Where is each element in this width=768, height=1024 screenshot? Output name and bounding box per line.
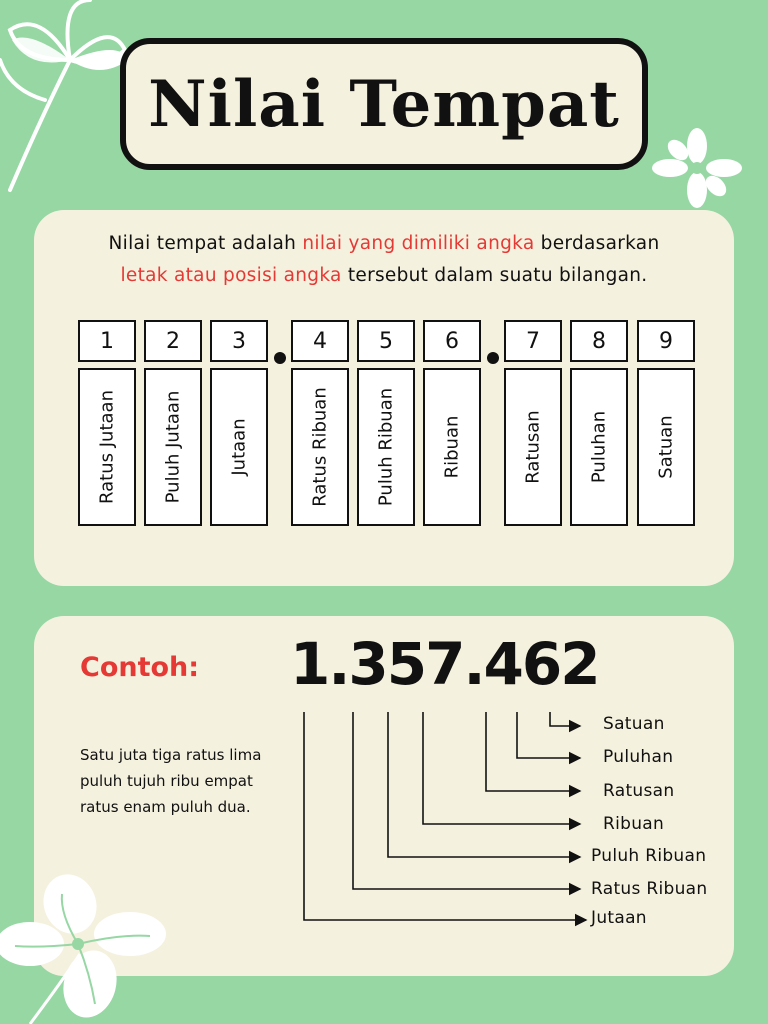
example-label: Contoh: xyxy=(80,652,200,683)
place-label: Jutaan xyxy=(228,418,250,476)
place-label: Puluh Jutaan xyxy=(162,390,184,504)
digit-box: 3 xyxy=(210,320,268,362)
definition-card xyxy=(34,210,734,586)
arrow-label-ratusan: Ratusan xyxy=(603,781,675,801)
arrow-label-jutaan: Jutaan xyxy=(591,908,647,928)
place-label-box xyxy=(144,368,202,526)
flower-bottom-left-icon xyxy=(0,874,180,1024)
arrow-ratus-ribuan xyxy=(353,712,580,889)
arrow-label-puluhan: Puluhan xyxy=(603,747,674,767)
place-label: Ratus Ribuan xyxy=(309,387,331,507)
arrow-label-ratus-ribuan: Ratus Ribuan xyxy=(591,879,708,899)
arrow-label-ribuan: Ribuan xyxy=(603,814,665,834)
place-label: Puluh Ribuan xyxy=(375,387,397,507)
example-description: Satu juta tiga ratus lima puluh tujuh ribu empat ratus enam puluh dua. xyxy=(80,746,262,816)
digit-box: 9 xyxy=(637,320,695,362)
place-label: Satuan xyxy=(655,415,677,479)
title-banner xyxy=(120,38,648,170)
separator-dot xyxy=(274,352,286,364)
place-label-box xyxy=(570,368,628,526)
place-label-box xyxy=(291,368,349,526)
arrow-ribuan xyxy=(423,712,580,824)
intro-highlight-1: nilai yang dimiliki angka xyxy=(302,233,535,254)
arrow-puluhan xyxy=(517,712,580,758)
arrow-ratusan xyxy=(486,712,580,791)
example-number: 1.357.462 xyxy=(290,630,599,698)
place-label: Ribuan xyxy=(441,415,463,479)
digit-box: 4 xyxy=(291,320,349,362)
place-label-box xyxy=(357,368,415,526)
digit-box: 8 xyxy=(570,320,628,362)
intro-text-2: berdasarkan xyxy=(534,233,660,254)
arrow-satuan xyxy=(550,712,580,726)
intro-text-3: tersebut dalam suatu bilangan. xyxy=(341,265,648,286)
place-label-box xyxy=(210,368,268,526)
page-title: Nilai Tempat xyxy=(148,66,620,142)
digit-box: 2 xyxy=(144,320,202,362)
digit-box: 6 xyxy=(423,320,481,362)
intro-text-1: Nilai tempat adalah xyxy=(108,233,303,254)
place-label-box xyxy=(637,368,695,526)
intro-highlight-2: letak atau posisi angka xyxy=(120,265,342,286)
arrow-puluh-ribuan xyxy=(388,712,580,857)
digit-box: 7 xyxy=(504,320,562,362)
arrow-label-puluh-ribuan: Puluh Ribuan xyxy=(591,846,707,866)
place-label-box xyxy=(423,368,481,526)
digit-box: 5 xyxy=(357,320,415,362)
place-label: Ratusan xyxy=(522,410,544,484)
digit-box: 1 xyxy=(78,320,136,362)
place-label-box xyxy=(78,368,136,526)
separator-dot xyxy=(487,352,499,364)
flower-top-right-icon xyxy=(652,128,742,208)
place-label: Ratus Jutaan xyxy=(96,390,118,504)
definition-text xyxy=(34,228,734,292)
place-label-box xyxy=(504,368,562,526)
arrow-label-satuan: Satuan xyxy=(603,714,665,734)
place-label: Puluhan xyxy=(588,410,610,484)
